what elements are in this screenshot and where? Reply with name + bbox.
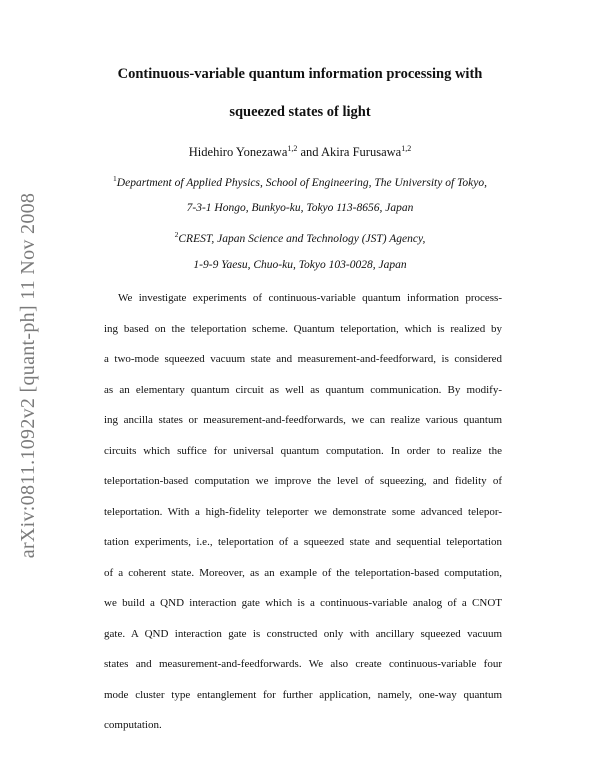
abstract-line: we build a QND interaction gate which is a continuous-variable analog of a CNOT — [104, 597, 502, 609]
affiliation-mark: 2 — [174, 230, 179, 239]
author-affiliation-mark: 1,2 — [401, 144, 412, 153]
arxiv-sidebar-stamp — [14, 180, 44, 570]
arxiv-identifier: arXiv:0811.1092v2 [quant-ph] 11 Nov 2008 — [17, 192, 40, 558]
abstract-line: of a coherent state. Moreover, as an example of the teleportation-based computation, — [104, 566, 502, 579]
abstract-line: mode cluster type entanglement for further application, namely, one-way quantum — [104, 688, 502, 701]
abstract-line: We investigate experiments of continuous-variable quantum information process- — [118, 292, 502, 304]
abstract — [104, 292, 502, 750]
abstract-line: ing based on the teleportation scheme. Quantum teleportation, which is realized by — [104, 322, 502, 335]
affiliation-1-line-1 — [60, 174, 540, 189]
abstract-line: a two-mode squeezed vacuum state and measurement-and-feedforward, is considered — [104, 353, 502, 365]
affiliation-text: Department of Applied Physics, School of Engineering, The University of Tokyo, — [116, 176, 487, 189]
affiliation-2-line-2: 1-9-9 Yaesu, Chuo-ku, Tokyo 103-0028, Japan — [193, 259, 407, 271]
affiliation-2-line-1 — [60, 230, 540, 245]
author-name: Akira Furusawa — [321, 145, 402, 160]
affiliation-mark: 1 — [113, 174, 117, 183]
author-conjunction: and — [300, 145, 319, 160]
author-name: Hidehiro Yonezawa — [188, 145, 288, 160]
author-list — [60, 144, 540, 160]
paper-title-line-2: squeezed states of light — [229, 104, 371, 120]
paper-title-line-1: Continuous-variable quantum information processing with — [117, 66, 483, 82]
abstract-line: computation. — [104, 719, 162, 731]
abstract-line: as an elementary quantum circuit as well as quantum communication. By modify- — [104, 383, 502, 396]
abstract-line: tation experiments, i.e., teleportation of a squeezed state and sequential teleportation — [104, 536, 502, 548]
abstract-line: teleportation-based computation we improve the level of squeezing, and fidelity of — [104, 475, 502, 487]
abstract-line: ing ancilla states or measurement-and-feedforwards, we can realize various quantum — [104, 414, 502, 426]
abstract-line: states and measurement-and-feedforwards. We also create continuous-variable four — [104, 658, 502, 670]
author-affiliation-mark: 1,2 — [287, 144, 298, 153]
abstract-line: gate. A QND interaction gate is constructed only with ancillary squeezed vacuum — [104, 627, 502, 640]
abstract-line: teleportation. With a high-fidelity teleporter we demonstrate some advanced telepor- — [104, 505, 502, 518]
affiliation-1-line-2: 7-3-1 Hongo, Bunkyo-ku, Tokyo 113-8656, Japan — [186, 202, 414, 214]
affiliation-text: CREST, Japan Science and Technology (JST) Agency, — [178, 232, 426, 245]
abstract-line: circuits which suffice for universal quantum computation. In order to realize the — [104, 444, 502, 457]
